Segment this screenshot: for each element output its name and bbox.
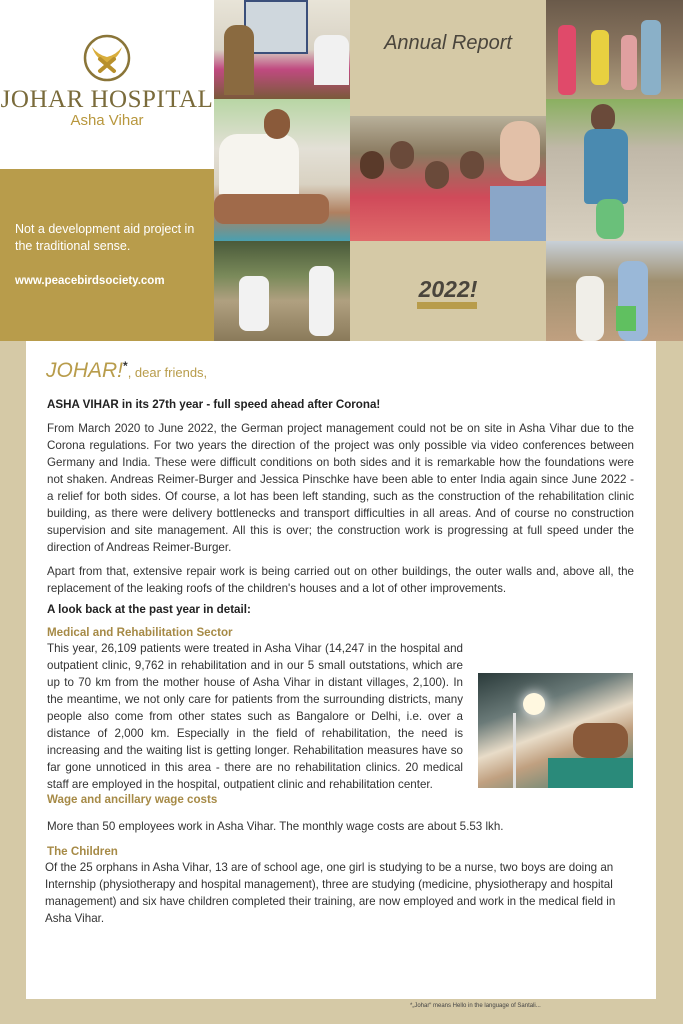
annual-report-panel xyxy=(350,0,546,104)
logo-title: JOHAR HOSPITAL xyxy=(0,86,214,113)
footnote: *„Johar“ means Hello in the language of Santali... xyxy=(410,1003,541,1009)
photo-selfie-girls xyxy=(350,116,546,241)
paragraph-corona: From March 2020 to June 2022, the German project management could not be on site in Asha Vihar due to the Corona regulations. For two years the direction of the project was only possible via video conferences between Germany and India. These were difficult conditions on both sides and it is remarkable how the foundations were not shaken. Andreas Reimer-Burger and Jessica Pinschke have been able to enter India again since June 2022 - a relief for both sides. Of course, a lot has been left standing, such as the construction of the rehabilitation clinic building, as there were delivery bottlenecks and transport difficulties in all areas. And of course no construction supervision and site management. All this is over; the construction work is progressing at full speed under the direction of Andreas Reimer-Burger. xyxy=(47,422,634,554)
logo-panel xyxy=(0,0,214,169)
greeting xyxy=(46,359,207,383)
photo-village-visit xyxy=(546,241,683,341)
year-panel xyxy=(350,242,546,342)
year-underline xyxy=(417,302,477,309)
report-year: 2022! xyxy=(418,276,478,302)
children-heading: The Children xyxy=(47,845,118,858)
report-title: Annual Report xyxy=(384,32,512,54)
greeting-rest: , dear friends, xyxy=(127,365,208,380)
photo-woman-walker-child xyxy=(546,99,683,241)
medical-heading: Medical and Rehabilitation Sector xyxy=(47,626,233,639)
photo-children-group xyxy=(546,0,683,99)
photo-rehab-room xyxy=(478,673,633,788)
tagline-panel xyxy=(0,169,214,341)
greeting-johar: JOHAR! xyxy=(46,359,124,382)
headline: ASHA VIHAR in its 27th year - full speed ahead after Corona! xyxy=(47,398,381,411)
wage-paragraph: More than 50 employees work in Asha Vihar. The monthly wage costs are about 5.53 lkh. xyxy=(47,820,504,833)
greeting-asterisk: * xyxy=(123,359,128,373)
photo-physiotherapy xyxy=(214,99,350,241)
wage-heading: Wage and ancillary wage costs xyxy=(47,793,218,806)
photo-karate xyxy=(214,241,350,341)
tagline: Not a development aid project in the traditional sense. xyxy=(15,222,195,253)
photo-doctor-patient xyxy=(214,0,350,99)
medical-paragraph: This year, 26,109 patients were treated in Asha Vihar (14,247 in the hospital and outpatient clinic, 9,762 in rehabilitation and in our 5 small outstations, which are up to 70 km from the mother house of Asha Vihar in distant villages, 2,100). In the meantime, we not only care for patients from the surrounding districts, many people also come from other states such as Bangalore or Delhi, i.e. over a distance of 2,000 km. Especially in the field of rehabilitation, the need is increasing and the waiting list is getting longer. Rehabilitation measures have so far gone unnoticed in this area - there are no rehabilitation clinics. 20 medical staff are employed in the hospital, outpatient clinic and rehabilitation center. xyxy=(47,642,463,791)
paragraph-repairs: Apart from that, extensive repair work is being carried out on other buildings, the outer walls and, above all, the replacement of the leaking roofs of the children's houses and a lot of other improvements. xyxy=(47,565,634,595)
logo-subtitle: Asha Vihar xyxy=(70,112,144,129)
website-link[interactable]: www.peacebirdsociety.com xyxy=(15,275,165,287)
lookback-heading: A look back at the past year in detail: xyxy=(47,603,251,616)
children-paragraph: Of the 25 orphans in Asha Vihar, 13 are of school age, one girl is studying to be a nurse, two boys are doing an Internship (physiotherapy and hospital management), three are studying (medicine, physiotherapy and hospital management) and six have children completed their training, are now employed and work in the medical field in Asha Vihar. xyxy=(45,861,616,925)
hands-circle-logo-icon xyxy=(82,33,132,83)
letter-content xyxy=(26,341,656,999)
